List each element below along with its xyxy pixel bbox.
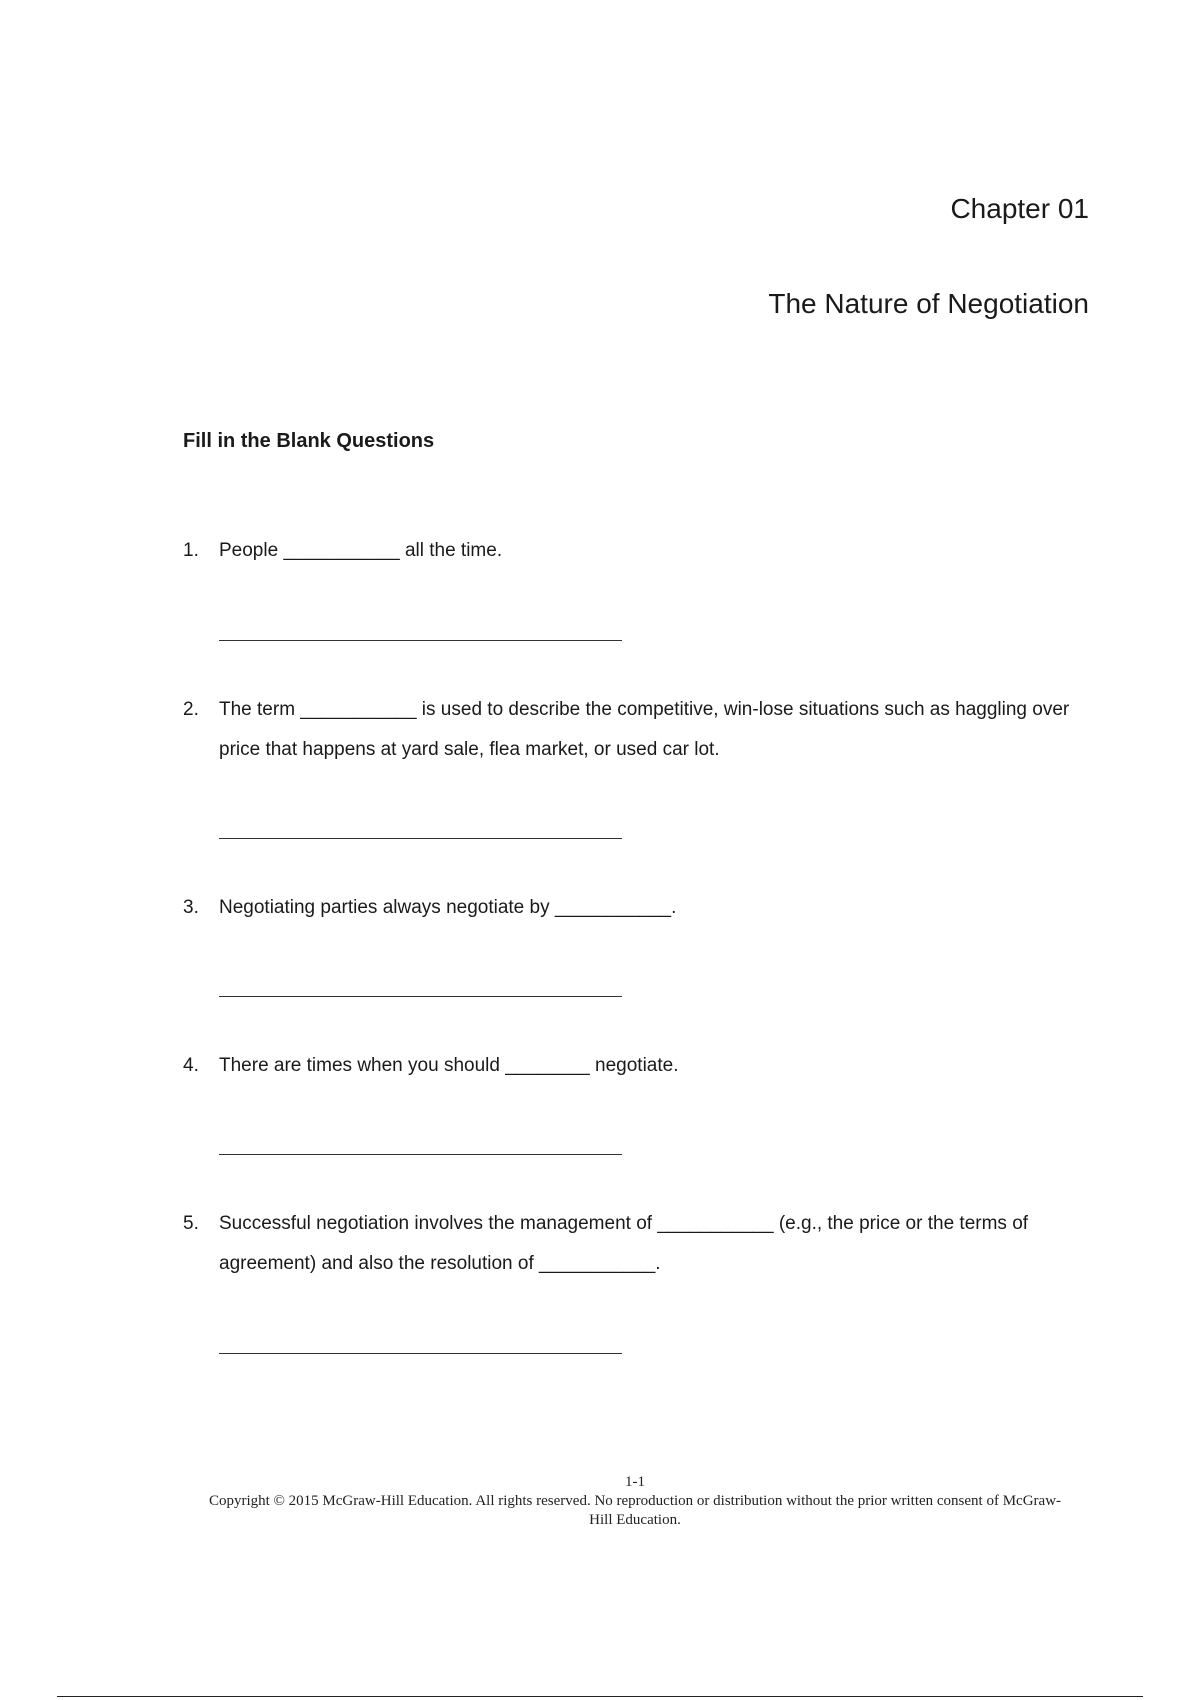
question-number: 4. [183,1055,199,1076]
bottom-divider [57,1696,1143,1697]
page-footer [200,1473,1070,1530]
chapter-label: Chapter 01 [950,193,1089,224]
answer-line-4[interactable] [219,1154,622,1155]
question-text: There are times when you should ________ negotiate. [219,1055,679,1076]
chapter-title: The Nature of Negotiation [768,288,1089,319]
question-1 [183,531,1103,571]
question-text: The term ___________ is used to describe the competitive, win-lose situations such as haggling over price that happens at yard sale, flea market, or used car lot. [219,699,1070,760]
question-text: People ___________ all the time. [219,540,503,561]
question-5 [183,1204,1103,1284]
question-number: 1. [183,540,199,561]
section-heading: Fill in the Blank Questions [183,430,435,452]
question-number: 5. [183,1213,199,1234]
question-4 [183,1046,1103,1086]
question-text: Successful negotiation involves the management of ___________ (e.g., the price or the terms of agreement) and also the resolution of ___________. [219,1213,1029,1274]
answer-line-1[interactable] [219,640,622,641]
question-number: 3. [183,897,199,918]
copyright-notice: Copyright © 2015 McGraw-Hill Education. All rights reserved. No reproduction or distribution without the prior written consent of McGraw-Hill Education. [208,1493,1062,1528]
answer-line-2[interactable] [219,838,622,839]
answer-line-3[interactable] [219,996,622,997]
answer-line-5[interactable] [219,1353,622,1354]
question-3 [183,888,1103,928]
question-text: Negotiating parties always negotiate by ___________. [219,897,677,918]
page-number: 1-1 [625,1474,645,1490]
question-number: 2. [183,699,199,720]
question-2 [183,690,1103,770]
